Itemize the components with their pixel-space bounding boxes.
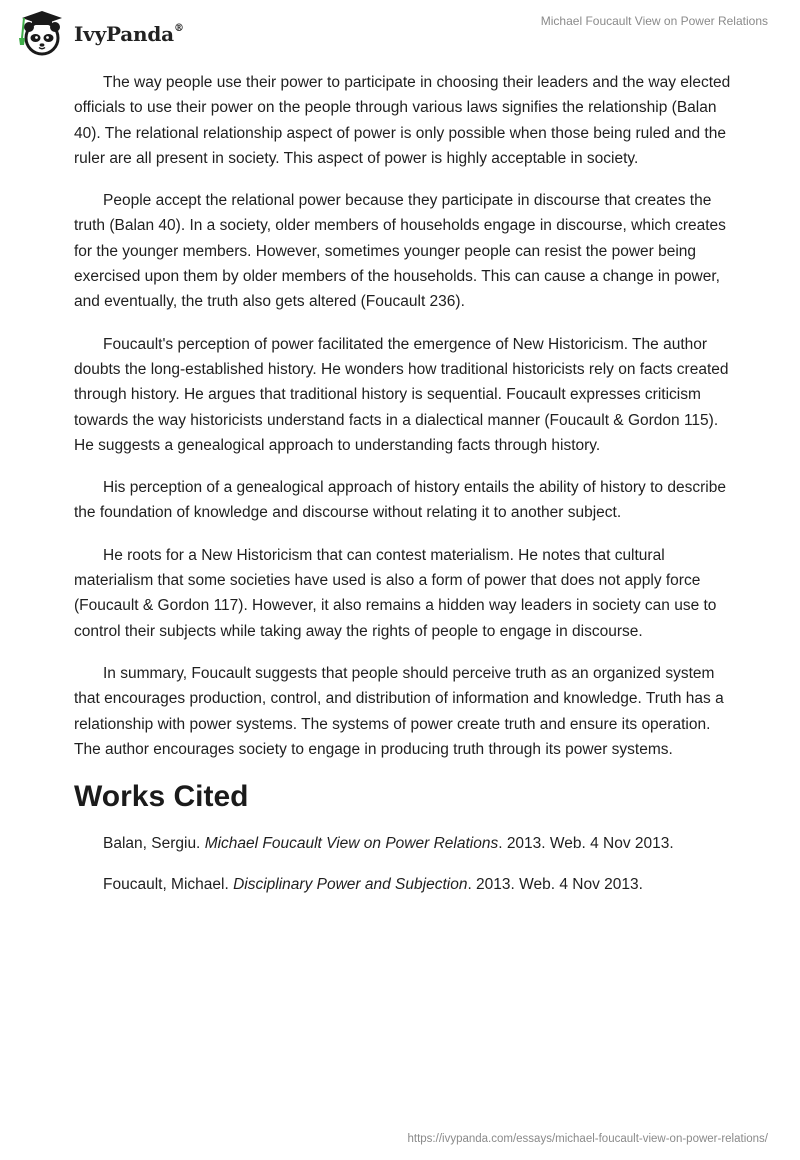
citation-entry: Foucault, Michael. Disciplinary Power and Subjection. 2013. Web. 4 Nov 2013. xyxy=(103,876,643,894)
page-header xyxy=(0,0,800,64)
source-url[interactable]: https://ivypanda.com/essays/michael-foucault-view-on-power-relations/ xyxy=(407,1133,768,1145)
paragraph: The way people use their power to participate in choosing their leaders and the way elected officials to use their power on the people through various laws signifies the relationship (Balan 40). The relational relationship aspect of power is only possible when those being ruled and the ruler are all present in society. This aspect of power is highly acceptable in society. xyxy=(74,74,731,167)
works-cited-heading: Works Cited xyxy=(74,780,249,814)
ivypanda-logo[interactable] xyxy=(14,8,184,58)
paragraph: He roots for a New Historicism that can contest materialism. He notes that cultural materialism that some societies have used is also a form of power that does not apply force (Foucault & Gordon 117). However, it also remains a hidden way leaders in society can use to control their subjects while taking away the rights of people to engage in discourse. xyxy=(74,546,717,640)
logo-wordmark: IvyPanda® xyxy=(74,22,184,46)
paragraph: His perception of a genealogical approach of history entails the ability of history to describe the foundation of knowledge and discourse without relating it to another subject. xyxy=(74,479,726,522)
paragraph: Foucault's perception of power facilitated the emergence of New Historicism. The author doubts the long-established history. He wonders how traditional historicists rely on facts created through history. He argues that traditional history is sequential. Foucault expresses criticism towards the way historicists understand facts in a dialectical manner (Foucault & Gordon 115). He suggests a genealogical approach to understanding facts through history. xyxy=(74,335,729,454)
graduation-panda-icon xyxy=(14,8,68,58)
paragraph: In summary, Foucault suggests that people should perceive truth as an organized system that encourages production, control, and distribution of information and knowledge. Truth has a relationship with power systems. The systems of power create truth and ensure its operation. The author encourages society to engage in producing truth through its power systems. xyxy=(74,664,724,758)
essay-body xyxy=(74,70,734,913)
citation-entry: Balan, Sergiu. Michael Foucault View on Power Relations. 2013. Web. 4 Nov 2013. xyxy=(103,835,674,853)
paragraph: People accept the relational power because they participate in discourse that creates the truth (Balan 40). In a society, older members of households engage in discourse, which creates for the younger members. However, sometimes younger people can resist the power being exercised upon them by older members of the households. This can cause a change in power, and eventually, the truth also gets altered (Foucault 236). xyxy=(74,192,726,311)
document-title: Michael Foucault View on Power Relations xyxy=(540,14,768,28)
